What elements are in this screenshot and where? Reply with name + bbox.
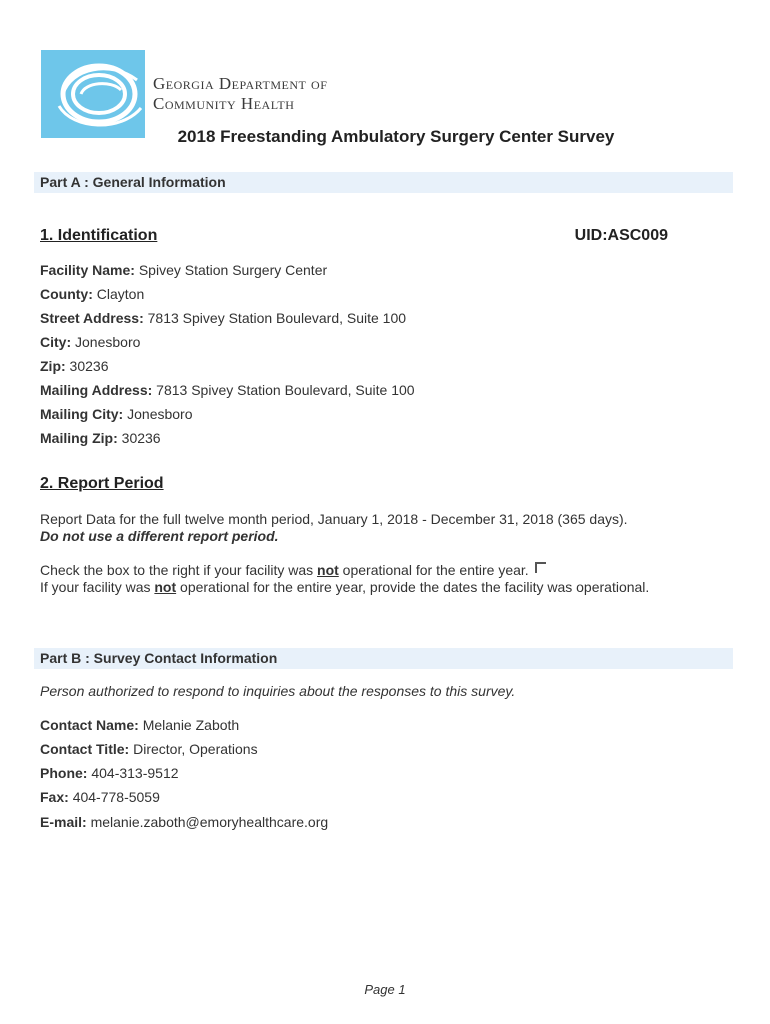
- field-value: 404-778-5059: [72, 789, 160, 805]
- page-number: Page 1: [364, 982, 406, 997]
- contact-intro: Person authorized to respond to inquiries about the responses to this survey.: [40, 683, 516, 699]
- check-text-pre: Check the box to the right if your facility was: [40, 562, 318, 578]
- field-label: Mailing Address:: [40, 382, 153, 398]
- identification-heading: 1. Identification: [40, 227, 158, 244]
- check-text-post: operational for the entire year.: [338, 562, 529, 578]
- field-label: Contact Title:: [40, 741, 130, 757]
- field-value: 30236: [69, 358, 109, 374]
- dates-text-not: not: [154, 579, 177, 595]
- field-fax: [40, 789, 160, 805]
- part-b-header: Part B : Survey Contact Information: [34, 648, 733, 669]
- field-value: 404-313-9512: [91, 765, 179, 781]
- field-label: City:: [40, 334, 72, 350]
- not-operational-check-row: [40, 562, 546, 578]
- field-label: County:: [40, 286, 93, 302]
- org-name-line2: Community Health: [153, 94, 295, 113]
- field-value: Jonesboro: [127, 406, 193, 422]
- field-label: Facility Name:: [40, 262, 135, 278]
- field-value: Melanie Zaboth: [142, 717, 240, 733]
- survey-title: 2018 Freestanding Ambulatory Surgery Center Survey: [177, 127, 615, 146]
- field-label: Zip:: [40, 358, 66, 374]
- not-operational-checkbox[interactable]: [535, 562, 546, 573]
- report-period-warning: Do not use a different report period.: [40, 528, 279, 544]
- field-email: [40, 814, 328, 830]
- field-contact-title: [40, 741, 258, 757]
- field-value: 7813 Spivey Station Boulevard, Suite 100: [147, 310, 407, 326]
- field-contact-name: [40, 717, 239, 733]
- field-phone: [40, 765, 179, 781]
- operational-dates-row: [40, 579, 649, 595]
- check-text-not: not: [317, 562, 339, 578]
- field-label: Street Address:: [40, 310, 144, 326]
- dates-text-pre: If your facility was: [40, 579, 155, 595]
- gdch-logo: [41, 50, 145, 138]
- part-a-header: Part A : General Information: [34, 172, 733, 193]
- org-name-line1: Georgia Department of: [153, 74, 328, 93]
- field-label: Mailing City:: [40, 406, 124, 422]
- field-facility-name: [40, 262, 327, 278]
- field-mailing-city: [40, 406, 193, 422]
- field-street-address: [40, 310, 406, 326]
- report-period-text: Report Data for the full twelve month period, January 1, 2018 - December 31, 2018 (365 days).: [40, 511, 628, 527]
- field-label: Phone:: [40, 765, 88, 781]
- organization-name: [153, 74, 327, 114]
- field-county: [40, 286, 144, 302]
- field-value: Clayton: [96, 286, 145, 302]
- field-value: 7813 Spivey Station Boulevard, Suite 100: [156, 382, 415, 398]
- field-value: Jonesboro: [75, 334, 141, 350]
- field-label: Mailing Zip:: [40, 430, 118, 446]
- field-label: Contact Name:: [40, 717, 139, 733]
- field-label: Fax:: [40, 789, 69, 805]
- field-value: Director, Operations: [133, 741, 258, 757]
- field-value: melanie.zaboth@emoryhealthcare.org: [90, 814, 329, 830]
- uid-label: UID:ASC009: [574, 227, 668, 244]
- dates-text-post: operational for the entire year, provide the dates the facility was operational.: [176, 579, 650, 595]
- field-value: Spivey Station Surgery Center: [138, 262, 328, 278]
- field-city: [40, 334, 140, 350]
- field-zip: [40, 358, 108, 374]
- field-value: 30236: [121, 430, 161, 446]
- field-mailing-address: [40, 382, 415, 398]
- field-label: E-mail:: [40, 814, 87, 830]
- field-mailing-zip: [40, 430, 161, 446]
- report-period-heading: 2. Report Period: [40, 475, 164, 492]
